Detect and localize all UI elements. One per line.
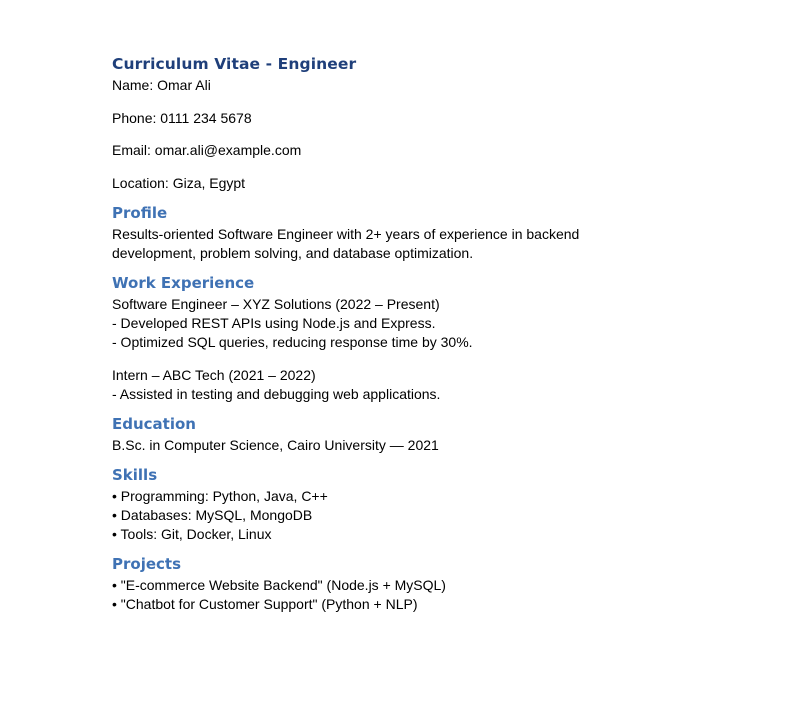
job-entry — [112, 366, 752, 404]
contact-info — [112, 76, 752, 193]
job-bullet: - Assisted in testing and debugging web applications. — [112, 385, 441, 402]
job-list — [112, 295, 752, 404]
projects-list — [112, 576, 752, 614]
contact-phone: Phone: 0111 234 5678 — [112, 109, 252, 126]
job-title: Intern – ABC Tech (2021 – 2022) — [112, 366, 316, 383]
project-item: • "E-commerce Website Backend" (Node.js + MySQL) — [112, 576, 446, 593]
education-section — [112, 415, 752, 455]
cv-document — [112, 55, 752, 625]
education-heading: Education — [112, 414, 196, 433]
project-item: • "Chatbot for Customer Support" (Python + NLP) — [112, 595, 418, 612]
skill-item: • Databases: MySQL, MongoDB — [112, 506, 313, 523]
job-bullet: - Optimized SQL queries, reducing response time by 30%. — [112, 333, 473, 350]
profile-text — [112, 225, 752, 263]
contact-location: Location: Giza, Egypt — [112, 174, 246, 191]
document-title: Curriculum Vitae - Engineer — [112, 55, 357, 73]
job-entry — [112, 295, 752, 352]
profile-heading: Profile — [112, 203, 168, 222]
skills-heading: Skills — [112, 465, 158, 484]
projects-section — [112, 555, 752, 614]
education-block — [112, 436, 752, 455]
skill-item: • Programming: Python, Java, C++ — [112, 487, 328, 504]
skills-section — [112, 466, 752, 544]
profile-line: development, problem solving, and database optimization. — [112, 244, 474, 261]
contact-email: Email: omar.ali@example.com — [112, 142, 302, 158]
profile-line: Results-oriented Software Engineer with 2+ years of experience in backend — [112, 225, 580, 242]
skills-list — [112, 487, 752, 544]
profile-section — [112, 204, 752, 263]
job-bullet: - Developed REST APIs using Node.js and Express. — [112, 314, 436, 331]
job-title: Software Engineer – XYZ Solutions (2022 – Present) — [112, 295, 440, 312]
contact-name: Name: Omar Ali — [112, 77, 211, 93]
work-experience-section — [112, 274, 752, 404]
skill-item: • Tools: Git, Docker, Linux — [112, 525, 272, 542]
work-experience-heading: Work Experience — [112, 273, 255, 292]
projects-heading: Projects — [112, 554, 182, 573]
education-line: B.Sc. in Computer Science, Cairo University — 2021 — [112, 436, 439, 453]
